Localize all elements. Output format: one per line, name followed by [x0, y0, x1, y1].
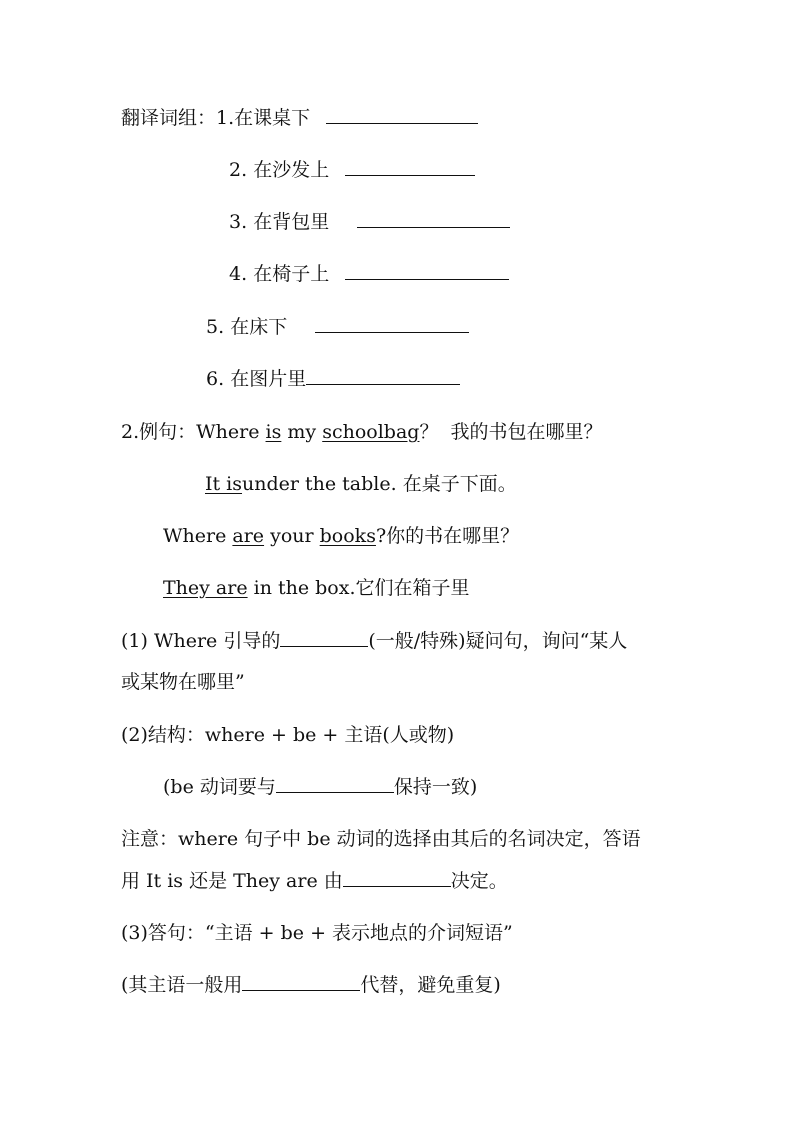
note-3: [121, 919, 513, 947]
note-text: 保持一致): [393, 776, 478, 798]
noun-underlined: books: [319, 525, 376, 547]
chinese-translation: 我的书包在哪里？: [450, 421, 603, 443]
note-1: [121, 627, 627, 655]
item-number: 2.: [229, 159, 248, 181]
attention-line-1: [121, 825, 641, 853]
note-text: (3)答句：“主语 + be + 表示地点的介词短语”: [121, 922, 513, 944]
answer-blank[interactable]: [357, 209, 510, 228]
phrase-row-3: [229, 208, 510, 236]
chinese-translation: 在桌子下面。: [402, 473, 517, 495]
note-text: (1) Where 引导的: [121, 630, 281, 652]
attention-text: 用 It is 还是 They are 由: [121, 870, 343, 892]
phrase-row-6: [206, 365, 460, 393]
section-title: 翻译词组：: [121, 107, 217, 129]
note-text: (be 动词要与: [163, 776, 276, 798]
answer-blank[interactable]: [326, 105, 478, 124]
item-number: 6.: [206, 368, 225, 390]
item-text: 在沙发上: [253, 159, 330, 181]
item-number: 1.: [216, 107, 235, 129]
item-text: 在图片里: [230, 368, 307, 390]
answer-blank[interactable]: [306, 366, 460, 385]
example-answer-2: [163, 574, 470, 602]
section-label: 2.例句：: [121, 421, 197, 443]
phrase-row-5: [206, 313, 469, 341]
item-text: 在课桌下: [234, 107, 311, 129]
answer-blank[interactable]: [280, 628, 368, 647]
answer-blank[interactable]: [315, 314, 469, 333]
item-number: 5.: [206, 316, 225, 338]
subject-be-underlined: They are: [163, 577, 248, 599]
subject-be-underlined: It is: [205, 473, 243, 495]
example-question-1: [121, 418, 603, 446]
sentence-rest: ?你的书在哪里？: [375, 525, 520, 547]
example-question-2: [163, 522, 519, 550]
phrase-row-4: [229, 260, 509, 288]
be-verb-underlined: is: [265, 421, 282, 443]
item-number: 4.: [229, 263, 248, 285]
note-text: 代替，避免重复): [360, 974, 501, 996]
attention-text: 决定。: [450, 870, 508, 892]
note-1-continued: [121, 668, 245, 696]
note-text: (2)结构：where + be + 主语(人或物): [121, 724, 455, 746]
be-verb-underlined: are: [232, 525, 265, 547]
phrase-row-1: [121, 104, 478, 132]
answer-blank[interactable]: [345, 157, 475, 176]
word: your: [270, 525, 314, 547]
note-2: [121, 721, 454, 749]
answer-blank[interactable]: [343, 868, 451, 887]
note-3-detail: [121, 971, 501, 999]
item-text: 在背包里: [253, 211, 330, 233]
note-text: (一般/特殊)疑问句，询问“某人: [368, 630, 628, 652]
punctuation: ？: [419, 421, 439, 443]
noun-underlined: schoolbag: [322, 421, 420, 443]
item-text: 在床下: [230, 316, 288, 338]
answer-blank[interactable]: [345, 261, 509, 280]
item-text: 在椅子上: [253, 263, 330, 285]
phrase-row-2: [229, 156, 475, 184]
attention-line-2: [121, 867, 508, 895]
answer-blank[interactable]: [242, 972, 360, 991]
word: my: [287, 421, 317, 443]
sentence-rest: in the box.它们在箱子里: [253, 577, 470, 599]
attention-text: 注意：where 句子中 be 动词的选择由其后的名词决定，答语: [121, 828, 641, 850]
answer-blank[interactable]: [276, 774, 394, 793]
item-number: 3.: [229, 211, 248, 233]
example-answer-1: [205, 470, 517, 498]
note-text: (其主语一般用: [121, 974, 243, 996]
note-text: 或某物在哪里”: [121, 671, 245, 693]
note-2-detail: [163, 773, 477, 801]
sentence-rest: under the table.: [242, 473, 397, 495]
word: Where: [163, 525, 227, 547]
word: Where: [196, 421, 260, 443]
